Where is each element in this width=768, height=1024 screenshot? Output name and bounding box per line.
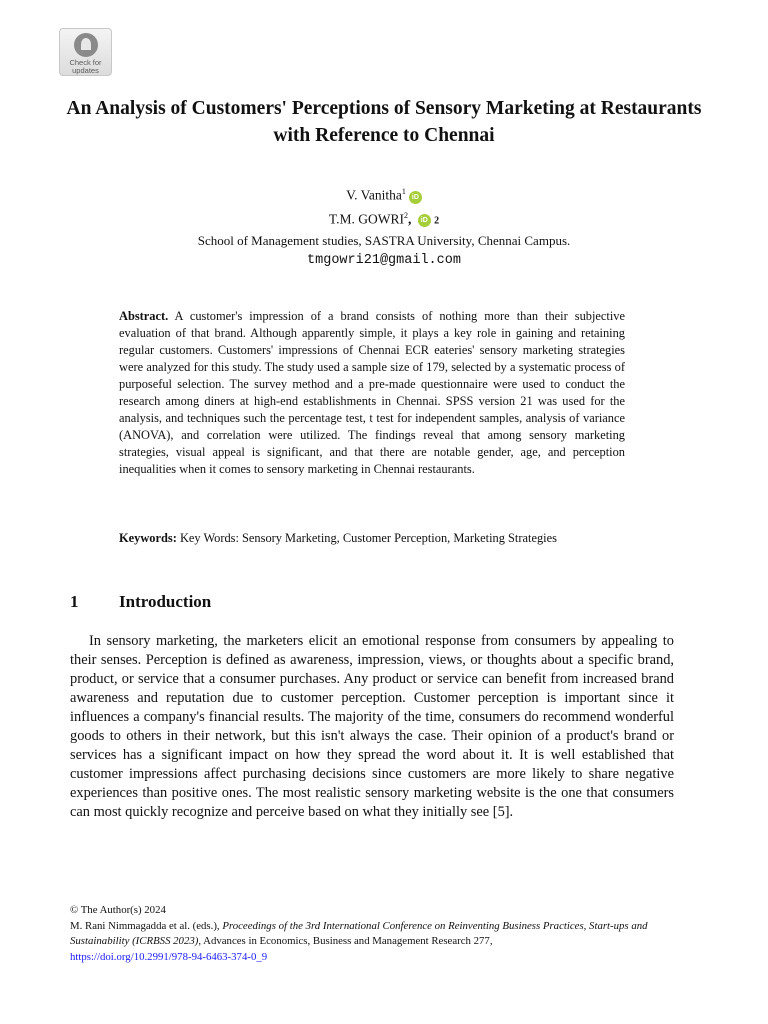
keywords-label: Keywords:	[119, 531, 177, 545]
abstract	[119, 308, 625, 478]
citation	[70, 919, 674, 950]
paragraph: In sensory marketing, the marketers elicit an emotional response from consumers by appealing to their senses. Perception is defined as awareness, impression, views, or thoughts about a specific brand, product, or service that a consumer purchases. Any product or service can benefit from increased brand awareness and reputation due to customer perception. Customer perception is important since it influences a company's financial results. The majority of the time, consumers do recommend wonderful goods to others in their network, but this isn't always the case. Their opinion of a product's brand or services has a significant impact on how they spread the word about it. It is well established that customer impressions affect purchasing decisions since customers are more likely to share negative experiences than positive ones. The most realistic sensory marketing website is the one that consumers can most quickly recognize and perceive based on what they initially see [5].	[70, 633, 674, 820]
author-block	[60, 182, 708, 271]
proceedings-title: Proceedings of the 3rd International Conference on Reinventing Business Practices, Start-ups and Sustainability (ICRBSS 2023),	[70, 919, 648, 947]
section-heading	[70, 592, 211, 612]
abstract-label: Abstract.	[119, 309, 169, 323]
keywords-text: Key Words: Sensory Marketing, Customer Perception, Marketing Strategies	[179, 531, 557, 545]
paper-title: An Analysis of Customers' Perceptions of Sensory Marketing at Restaurants with Reference to Chennai	[66, 98, 702, 146]
orcid-icon[interactable]: iD	[409, 191, 422, 204]
affiliation: School of Management studies, SASTRA University, Chennai Campus.	[197, 233, 571, 248]
section-number: 1	[70, 592, 79, 611]
orcid-icon[interactable]: iD	[418, 214, 431, 227]
section-title: Introduction	[119, 592, 212, 611]
body-text	[70, 632, 674, 822]
author-2: T.M. GOWRI$^2$, iD 2	[328, 210, 440, 226]
copyright: © The Author(s) 2024	[70, 904, 166, 916]
author-name: T.M. GOWRI	[328, 211, 404, 226]
editors: M. Rani Nimmagadda et al. (eds.),	[70, 919, 220, 932]
author-email[interactable]: tmgowri21@gmail.com	[307, 253, 461, 268]
author-1	[60, 182, 708, 206]
check-for-updates-badge[interactable]	[59, 28, 112, 76]
footer	[70, 903, 674, 965]
author-marker: 2	[434, 215, 440, 226]
author-affil-sup: 2	[404, 210, 408, 220]
author-name: V. Vanitha	[346, 187, 402, 203]
check-for-updates-icon	[74, 33, 98, 57]
author-affil-sup: 1	[401, 187, 406, 196]
abstract-text: A customer's impression of a brand consists of nothing more than their subjective evaluation of that brand. Although apparently simple, it plays a key role in gaining and retaining regular customers. Customers' impressions of Chennai ECR eateries' sensory marketing strategies were analyzed for this study. The study used a sample size of 179, selected by a systematic process of purposeful selection. The survey method and a pre-made questionnaire were used to conduct the research among diners at high-end establishments in Chennai. SPSS version 21 was used for the analysis, and techniques such the percentage test, t test for independent samples, analysis of variance (ANOVA), and correlation were utilized. The findings reveal that among sensory marketing strategies, visual appeal is significant, and that there are notable gender, age, and perception inequalities when it comes to sensory marketing in Chennai restaurants.	[119, 309, 625, 476]
doi-link[interactable]: https://doi.org/10.2991/978-94-6463-374-0_9	[70, 950, 268, 963]
badge-label: Check for updates	[69, 58, 102, 75]
keywords	[119, 529, 625, 547]
series: Advances in Economics, Business and Management Research 277,	[203, 935, 493, 947]
